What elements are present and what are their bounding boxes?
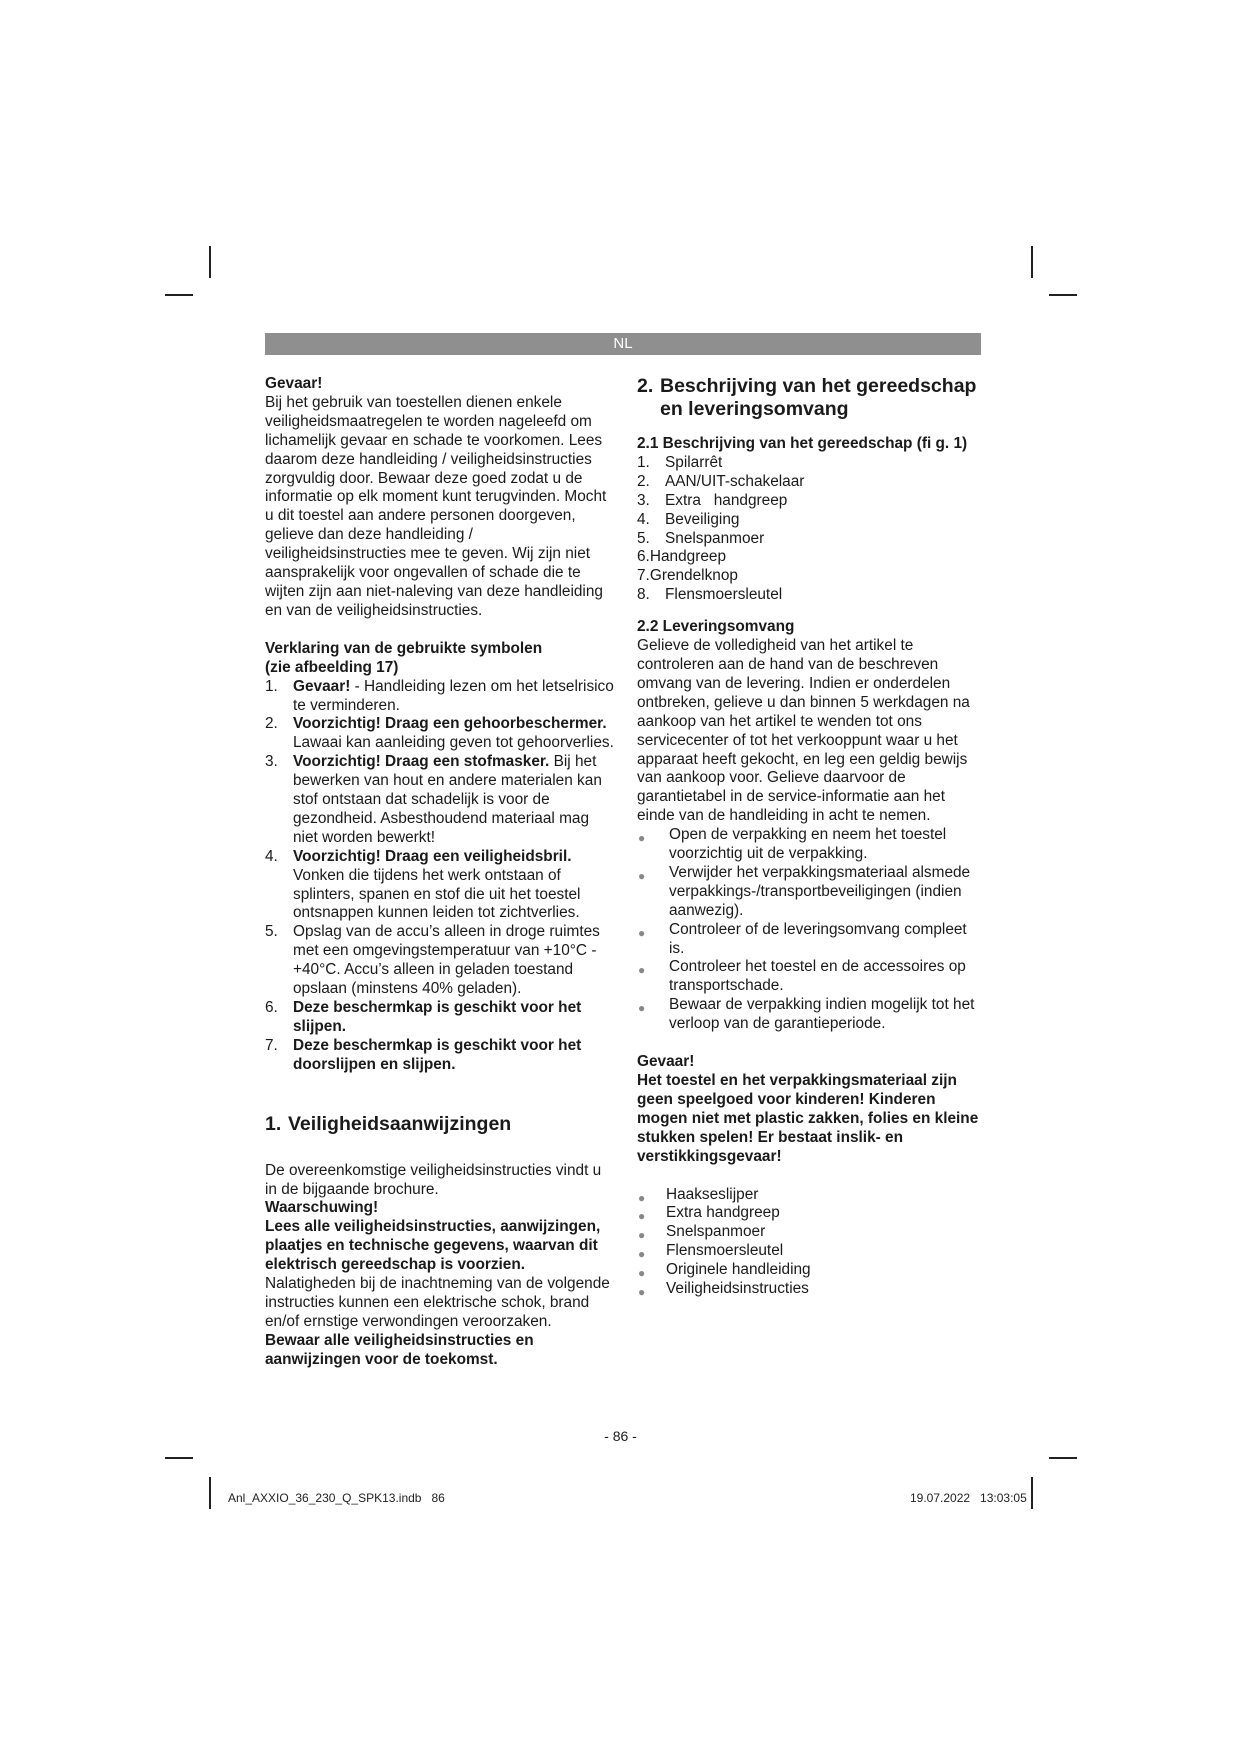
- list-item: [637, 586, 982, 605]
- bullet-icon: ●: [638, 831, 646, 846]
- warning-bold-text: Lees alle veiligheidsinstructies, aanwijzingen, plaatjes en technische gegevens, waarvan dit elektrisch gereedschap is voorzien.: [265, 1218, 601, 1274]
- safety-intro: De overeenkomstige veiligheidsinstructies vindt u in de bijgaande brochure.: [265, 1161, 602, 1198]
- item-label: Grendelknop: [649, 567, 738, 585]
- item-bold: Voorzichtig! Draag een veiligheidsbril.: [293, 847, 572, 865]
- list-item: [265, 753, 615, 848]
- item-number: 4.: [637, 510, 650, 528]
- bullet-icon: ●: [638, 963, 646, 978]
- item-number: 5.: [637, 529, 650, 547]
- item-number: 7.: [265, 1036, 278, 1054]
- item-text: Open de verpakking en neem het toestel voorzichtig uit de verpakking.: [669, 826, 947, 863]
- page-number: - 86 -: [604, 1428, 637, 1444]
- bullet-icon: ●: [638, 1247, 646, 1262]
- section-2-heading: [637, 375, 982, 421]
- list-item: [637, 958, 982, 996]
- item-label: Extra handgreep: [665, 491, 788, 509]
- bullet-icon: ●: [638, 868, 646, 883]
- section-title: Beschrijving van het gereedschap en leveringsomvang: [660, 375, 977, 420]
- list-item: [265, 1037, 615, 1075]
- item-bold: Deze beschermkap is geschikt voor het doorslijpen en slijpen.: [293, 1036, 582, 1073]
- bullet-icon: ●: [638, 1190, 646, 1205]
- item-text: Bewaar de verpakking indien mogelijk tot het verloop van de garantieperiode.: [669, 996, 975, 1033]
- list-item: [637, 473, 982, 492]
- list-item: [637, 1280, 982, 1299]
- unpacking-steps: [637, 826, 982, 1034]
- section-title: Veiligheidsaanwijzingen: [288, 1112, 512, 1135]
- item-number: 7.: [637, 567, 650, 585]
- item-bold: Deze beschermkap is geschikt voor het slijpen.: [293, 999, 582, 1035]
- footer-file-name: Anl_AXXIO_36_230_Q_SPK13.indb 86: [228, 1491, 445, 1505]
- list-item: [637, 1261, 982, 1280]
- item-text: Bij het bewerken van hout en andere materialen kan stof ontstaan dat schadelijk is voor de gezondheid. Asbesthoudend materiaal mag niet worden bewerkt!: [293, 753, 602, 846]
- parts-list: [637, 454, 982, 605]
- item-text: Originele handleiding: [666, 1261, 811, 1279]
- item-bold: Gevaar!: [293, 677, 351, 695]
- bullet-icon: ●: [638, 1228, 646, 1243]
- list-item: [637, 864, 982, 921]
- item-bold: Voorzichtig! Draag een gehoorbeschermer.: [293, 715, 607, 733]
- item-number: 4.: [265, 847, 278, 865]
- danger-text: Het toestel en het verpakkingsmateriaal zijn geen speelgoed voor kinderen! Kinderen mogen niet met plastic zakken, folies en kleine stukken spelen! Er bestaat inslik- en verstikkingsgevaar!: [637, 1072, 979, 1165]
- list-item: [637, 1242, 982, 1261]
- item-text: Controleer het toestel en de accessoires op transportschade.: [669, 958, 966, 995]
- crop-mark: [1031, 1477, 1033, 1509]
- list-item: [265, 999, 615, 1037]
- item-number: 6.: [637, 548, 650, 566]
- right-column: [637, 375, 982, 1299]
- item-number: 1.: [265, 677, 278, 695]
- bullet-icon: ●: [638, 1266, 646, 1281]
- list-item: [265, 923, 615, 999]
- item-number: 3.: [265, 753, 278, 771]
- item-number: 1.: [637, 453, 650, 471]
- item-text: Controleer of de leveringsomvang compleet is.: [669, 920, 967, 957]
- delivery-paragraph: Gelieve de volledigheid van het artikel te controleren aan de hand van de beschreven omvang van de levering. Indien er onderdelen ontbreken, gelieve u dan binnen 5 werkdagen na aankoop van het artikel te wenden tot ons servicecenter of tot het verkooppunt waar u het apparaat heeft gekocht, en leg een geldig bewijs van aankoop voor. Gelieve daarvoor de garantietabel in de service-informatie aan het einde van de handleiding in acht te nemen.: [637, 637, 970, 825]
- item-number: 5.: [265, 923, 278, 941]
- item-label: AAN/UIT-schakelaar: [665, 472, 805, 490]
- item-text: Lawaai kan aanleiding geven tot gehoorverlies.: [293, 734, 614, 752]
- subsection-2-2-heading: 2.2 Leveringsomvang: [637, 618, 795, 636]
- bullet-icon: ●: [638, 925, 646, 940]
- list-item: [637, 548, 982, 567]
- item-number: 2.: [265, 715, 278, 733]
- item-number: 8.: [637, 586, 650, 604]
- list-item: [637, 996, 982, 1034]
- item-number: 6.: [265, 999, 278, 1016]
- item-text: Haakseslijper: [666, 1185, 759, 1203]
- item-number: 2.: [637, 472, 650, 490]
- language-header-bar: NL: [265, 333, 981, 355]
- bullet-icon: ●: [638, 1209, 646, 1224]
- list-item: [265, 715, 615, 753]
- list-item: [637, 492, 982, 511]
- item-bold: Voorzichtig! Draag een stofmasker.: [293, 753, 550, 771]
- item-text: - Handleiding lezen om het letselrisico te verminderen.: [293, 677, 614, 714]
- list-item: [265, 848, 615, 924]
- item-text: Flensmoersleutel: [666, 1242, 784, 1260]
- keep-instructions-text: Bewaar alle veiligheidsinstructies en aanwijzingen voor de toekomst.: [265, 1331, 534, 1368]
- subsection-2-1-heading: 2.1 Beschrijving van het gereedschap (fi g. 1): [637, 435, 968, 452]
- crop-mark: [1049, 1457, 1077, 1459]
- list-item: [637, 921, 982, 959]
- list-item: [637, 1186, 982, 1205]
- list-item: [637, 567, 982, 586]
- item-label: Handgreep: [649, 548, 727, 566]
- section-number: 2.: [637, 375, 654, 397]
- crop-mark: [1049, 294, 1077, 296]
- item-text: Opslag van de accu’s alleen in droge ruimtes met een omgevingstemperatuur van +10°C - +40°C. Accu’s alleen in geladen toestand opslaan (minstens 40% geladen).: [293, 923, 600, 998]
- item-number: 3.: [637, 491, 650, 509]
- crop-mark: [209, 246, 211, 278]
- list-item: [265, 678, 615, 716]
- warning-text: Nalatigheden bij de inachtneming van de volgende instructies kunnen een elektrische schok, brand en/of ernstige verwondingen veroorzaken.: [265, 1275, 610, 1330]
- danger-heading: Gevaar!: [265, 375, 323, 392]
- item-label: Flensmoersleutel: [665, 586, 783, 604]
- left-column: [265, 375, 615, 1370]
- crop-mark: [1031, 246, 1033, 278]
- bullet-icon: ●: [638, 1285, 646, 1300]
- list-item: [637, 1204, 982, 1223]
- item-text: Vonken die tijdens het werk ontstaan of splinters, spanen en stof die uit het toestel ontsnappen kunnen leiden tot zichtverlies.: [293, 866, 581, 922]
- item-text: Extra handgreep: [666, 1204, 780, 1222]
- warning-heading: Waarschuwing!: [265, 1199, 379, 1217]
- item-text: Verwijder het verpakkingsmateriaal alsmede verpakkings-/transportbeveiligingen (indien aanwezig).: [669, 863, 971, 919]
- footer-timestamp: 19.07.2022 13:03:05: [910, 1491, 1027, 1505]
- bullet-icon: ●: [638, 1001, 646, 1016]
- scope-of-delivery-list: [637, 1186, 982, 1299]
- section-number: 1.: [265, 1112, 282, 1135]
- item-label: Snelspanmoer: [665, 529, 765, 547]
- list-item: [637, 826, 982, 864]
- symbols-list: [265, 678, 615, 1075]
- list-item: [637, 530, 982, 549]
- list-item: [637, 454, 982, 473]
- crop-mark: [165, 1457, 193, 1459]
- crop-mark: [165, 294, 193, 296]
- item-text: Veiligheidsinstructies: [666, 1280, 809, 1298]
- item-text: Snelspanmoer: [666, 1223, 766, 1241]
- section-1-heading: [265, 1113, 615, 1136]
- symbols-heading: Verklaring van de gebruikte symbolen: [265, 639, 543, 657]
- intro-paragraph: Bij het gebruik van toestellen dienen enkele veiligheidsmaatregelen te worden nageleefd om lichamelijk gevaar en schade te voorkomen. Lees daarom deze handleiding / veiligheidsinstructies zorgvuldig door. Bewaar deze goed zodat u de informatie op elk moment kunt terugvinden. Mocht u dit toestel aan andere personen doorgeven, gelieve dan deze handleiding / veiligheidsinstructies mee te geven. Wij zijn niet aansprakelijk voor ongevallen of schade die te wijten zijn aan niet-naleving van deze handleiding en van de veiligheidsinstructies.: [265, 393, 607, 619]
- list-item: [637, 511, 982, 530]
- symbols-heading-ref: (zie afbeelding 17): [265, 658, 399, 676]
- list-item: [637, 1223, 982, 1242]
- item-label: Spilarrêt: [665, 453, 723, 471]
- item-label: Beveiliging: [665, 510, 740, 528]
- danger-heading: Gevaar!: [637, 1053, 695, 1071]
- crop-mark: [209, 1477, 211, 1509]
